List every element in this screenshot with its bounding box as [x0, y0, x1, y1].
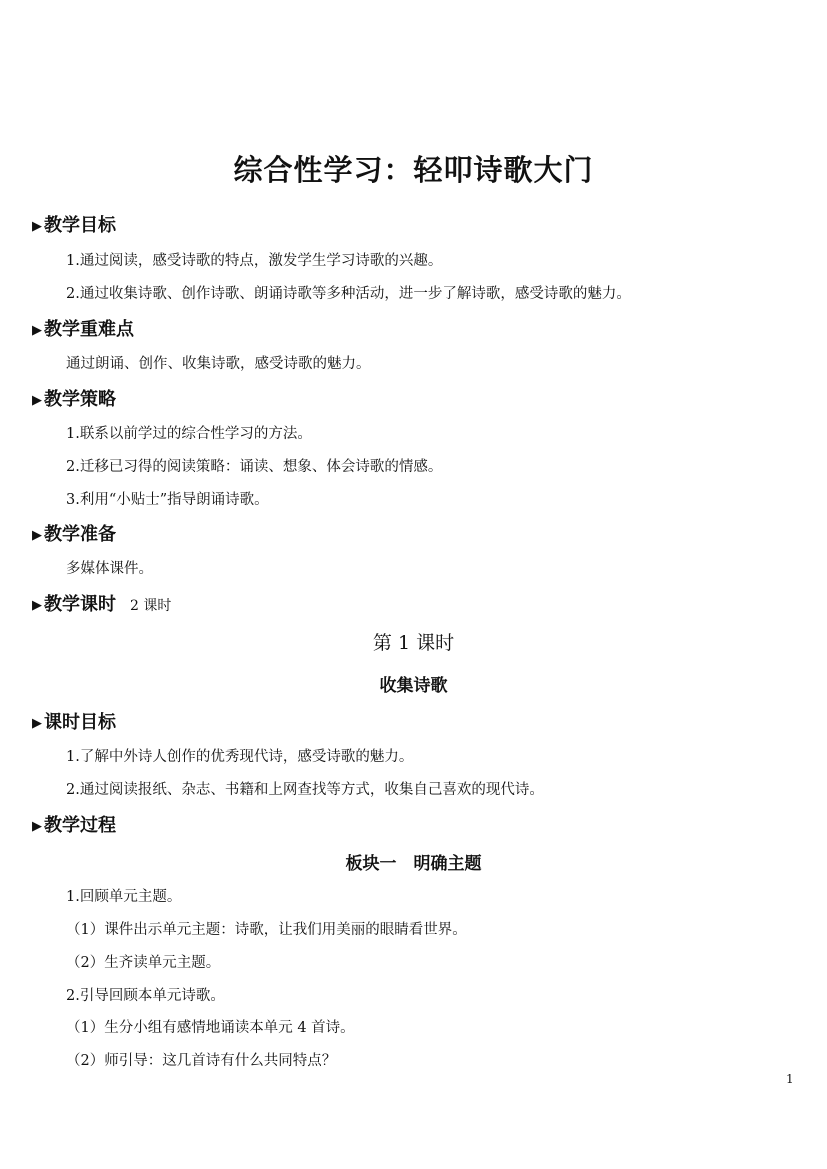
page-title: 综合性学习：轻叩诗歌大门 [233, 153, 594, 187]
goal-item-1: 1.通过阅读，感受诗歌的特点，激发学生学习诗歌的兴趣。 [66, 253, 443, 269]
triangle-marker-icon: ▶ [32, 393, 42, 408]
process-item-3: （2）生齐读单元主题。 [66, 955, 221, 971]
lesson-subtitle: 收集诗歌 [379, 676, 448, 696]
process-item-5: （1）生分小组有感情地诵读本单元 4 首诗。 [66, 1020, 355, 1036]
triangle-marker-icon: ▶ [32, 219, 42, 234]
triangle-marker-icon: ▶ [32, 528, 42, 543]
strategy-item-1: 1.联系以前学过的综合性学习的方法。 [66, 426, 312, 442]
process-item-2: （1）课件出示单元主题：诗歌，让我们用美丽的眼睛看世界。 [66, 922, 467, 938]
strategy-item-3: 3.利用“小贴士”指导朗诵诗歌。 [66, 492, 269, 508]
heading-key-points: ▶ 教学重难点 [32, 319, 134, 340]
lesson-goal-item-1: 1.了解中外诗人创作的优秀现代诗，感受诗歌的魅力。 [66, 749, 414, 765]
heading-strategy: ▶ 教学策略 [32, 389, 116, 410]
triangle-marker-icon: ▶ [32, 598, 42, 613]
triangle-marker-icon: ▶ [32, 716, 42, 731]
lesson-title: 第 1 课时 [372, 632, 455, 654]
lesson-goal-item-2: 2.通过阅读报纸、杂志、书籍和上网查找等方式，收集自己喜欢的现代诗。 [66, 782, 544, 798]
class-hours-value: 2 课时 [130, 598, 172, 614]
focus-item-1: 通过朗诵、创作、收集诗歌，感受诗歌的魅力。 [66, 356, 371, 372]
triangle-marker-icon: ▶ [32, 819, 42, 834]
heading-teaching-process: ▶ 教学过程 [32, 815, 116, 836]
prep-item-1: 多媒体课件。 [66, 561, 153, 577]
heading-lesson-goals: ▶ 课时目标 [32, 712, 116, 733]
triangle-marker-icon: ▶ [32, 323, 42, 338]
strategy-item-2: 2.迁移已习得的阅读策略：诵读、想象、体会诗歌的情感。 [66, 459, 443, 475]
heading-teaching-goals: ▶ 教学目标 [32, 215, 116, 236]
heading-class-hours: ▶ 教学课时 2 课时 [32, 594, 172, 615]
process-item-6: （2）师引导：这几首诗有什么共同特点？ [66, 1053, 337, 1069]
process-item-4: 2.引导回顾本单元诗歌。 [66, 988, 225, 1004]
page-number: 1 [786, 1072, 794, 1086]
process-item-1: 1.回顾单元主题。 [66, 889, 182, 905]
block-title: 板块一 明确主题 [345, 854, 482, 874]
heading-preparation: ▶ 教学准备 [32, 524, 116, 545]
goal-item-2: 2.通过收集诗歌、创作诗歌、朗诵诗歌等多种活动，进一步了解诗歌，感受诗歌的魅力。 [66, 286, 631, 302]
